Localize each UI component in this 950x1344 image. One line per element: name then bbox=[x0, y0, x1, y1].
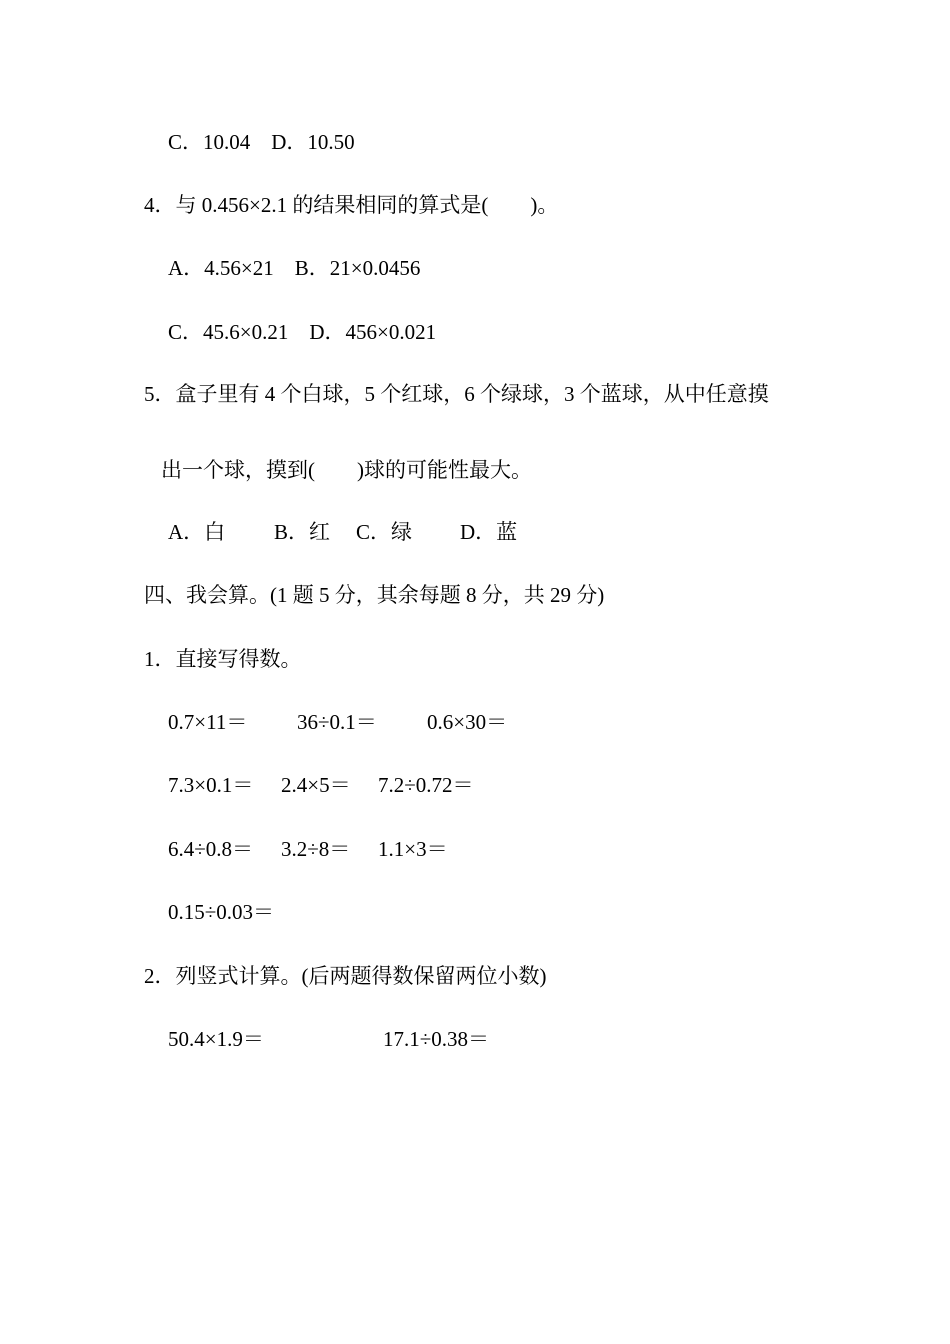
calc-item: 7.2÷0.72＝ bbox=[378, 773, 474, 797]
q4-options-ab: A．4.56×21 B．21×0.0456 bbox=[168, 256, 421, 280]
calc-item: 50.4×1.9＝ bbox=[168, 1027, 264, 1051]
calc-item: 17.1÷0.38＝ bbox=[383, 1027, 490, 1051]
q5-stem-line2: 出一个球，摸到( )球的可能性最大。 bbox=[161, 458, 532, 482]
calc-item: 0.15÷0.03＝ bbox=[168, 900, 275, 924]
q5-option-c: C．绿 bbox=[356, 520, 413, 544]
calc-item: 2.4×5＝ bbox=[281, 773, 351, 797]
section4-heading: 四、我会算。(1 题 5 分，其余每题 8 分，共 29 分) bbox=[144, 583, 605, 607]
q5-option-a: A．白 bbox=[168, 520, 226, 544]
s4-q1-title: 1．直接写得数。 bbox=[144, 647, 302, 671]
calc-item: 36÷0.1＝ bbox=[297, 710, 377, 734]
q4-stem: 4．与 0.456×2.1 的结果相同的算式是( )。 bbox=[144, 193, 559, 217]
s4-q2-title: 2．列竖式计算。(后两题得数保留两位小数) bbox=[144, 964, 547, 988]
calc-item: 0.6×30＝ bbox=[427, 710, 508, 734]
calc-item: 6.4÷0.8＝ bbox=[168, 837, 254, 861]
calc-item: 3.2÷8＝ bbox=[281, 837, 351, 861]
calc-item: 1.1×3＝ bbox=[378, 837, 448, 861]
q5-stem-line1: 5．盒子里有 4 个白球，5 个红球，6 个绿球，3 个蓝球，从中任意摸 bbox=[144, 382, 769, 406]
q4-options-cd: C．45.6×0.21 D．456×0.021 bbox=[168, 320, 437, 344]
calc-item: 7.3×0.1＝ bbox=[168, 773, 254, 797]
calc-item: 0.7×11＝ bbox=[168, 710, 248, 734]
q3-options-cd: C．10.04 D．10.50 bbox=[168, 130, 355, 154]
q5-option-b: B．红 bbox=[274, 520, 331, 544]
q5-option-d: D．蓝 bbox=[460, 520, 518, 544]
